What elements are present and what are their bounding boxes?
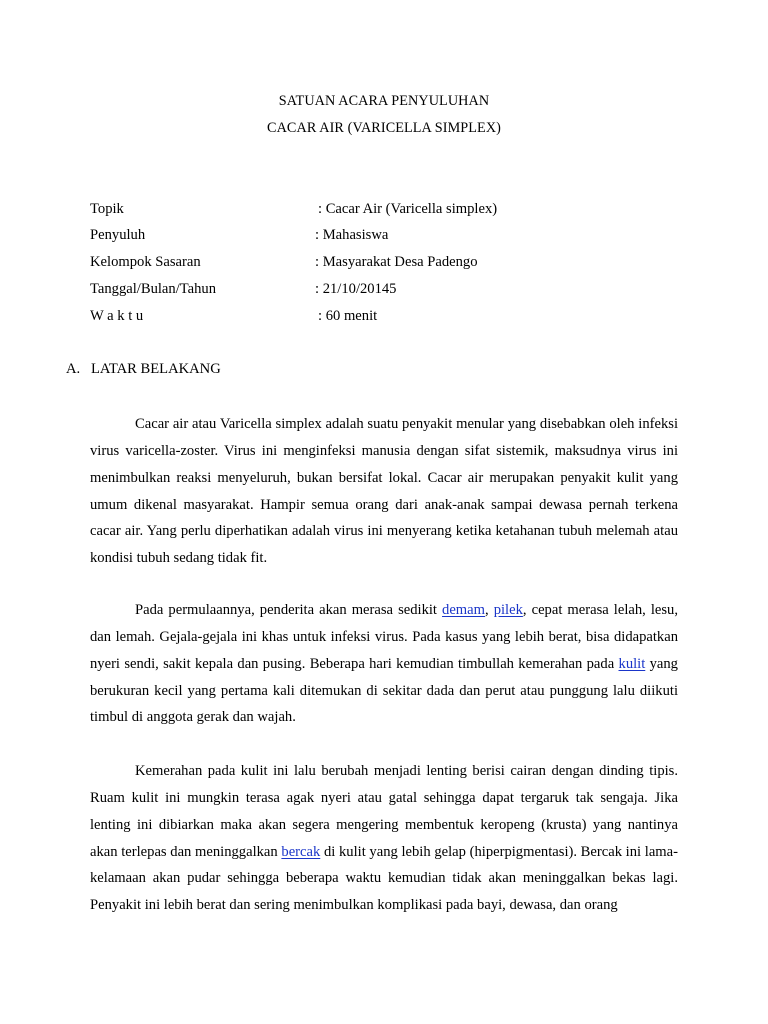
meta-row-kelompok-sasaran xyxy=(0,254,768,272)
meta-label-topik: Topik xyxy=(90,201,124,217)
section-heading-text: LATAR BELAKANG xyxy=(91,361,221,377)
section-letter: A. xyxy=(66,361,81,377)
paragraph-2-text-3: , cepat merasa lelah, lesu, dan lemah. Gejala-gejala ini khas untuk infeksi virus. Pada kasus yang lebih berat, bisa didapatkan nyeri sendi, sakit kepala dan pusing. Beberapa hari kemudian timbullah kemerahan pada xyxy=(90,602,678,672)
meta-label-waktu: W a k t u xyxy=(90,308,144,324)
link-bercak[interactable]: bercak xyxy=(281,843,321,860)
meta-value-topik: : Cacar Air (Varicella simplex) xyxy=(318,201,498,217)
meta-value-waktu: : 60 menit xyxy=(318,308,378,324)
meta-row-waktu xyxy=(0,308,768,326)
meta-label-tanggal: Tanggal/Bulan/Tahun xyxy=(90,281,217,297)
paragraph-3-text-2: di kulit yang lebih gelap (hiperpigmentasi). Bercak ini lama-kelamaan akan pudar sehingga beberapa waktu kemudian tidak akan meninggalkan bekas lagi. Penyakit ini lebih berat dan sering menimbulkan komplikasi pada bayi, dewasa, dan orang xyxy=(90,843,678,914)
link-demam[interactable]: demam xyxy=(442,602,485,618)
meta-value-penyuluh: : Mahasiswa xyxy=(315,227,389,243)
paragraph-1: Cacar air atau Varicella simplex adalah suatu penyakit menular yang disebabkan oleh infeksi virus varicella-zoster. Virus ini menginfeksi manusia dengan sifat sistemik, maksudnya virus ini menimbulkan reaksi menyeluruh, bukan bersifat lokal. Cacar air merupakan penyakit kulit yang umum dikenal masyarakat. Hampir semua orang dari anak-anak sampai dewasa pernah terkena cacar air. Yang perlu diperhatikan adalah virus ini menyerang ketika ketahanan tubuh melemah atau kondisi tubuh sedang tidak fit. xyxy=(90,416,678,567)
paragraph-2-text-1: Pada permulaannya, penderita akan merasa sedikit xyxy=(135,602,443,618)
meta-row-penyuluh xyxy=(0,227,768,245)
paragraph-2 xyxy=(90,597,678,731)
meta-label-penyuluh: Penyuluh xyxy=(90,227,146,243)
meta-value-kelompok-sasaran: : Masyarakat Desa Padengo xyxy=(315,254,478,270)
meta-label-kelompok-sasaran: Kelompok Sasaran xyxy=(90,254,201,270)
link-pilek[interactable]: pilek xyxy=(493,602,523,618)
document-title-line2: CACAR AIR (VARICELLA SIMPLEX) xyxy=(267,120,501,136)
meta-row-topik xyxy=(0,201,768,219)
paragraph-3-text-1: Kemerahan pada kulit ini lalu berubah menjadi lenting berisi cairan dengan dinding tipis. Ruam kulit ini mungkin terasa agak nyeri atau gatal sehingga dapat tergaruk tak sengaja. Jika lenting ini dibiarkan maka akan segera mengering membentuk keropeng (krusta) yang nantinya akan terlepas dan meninggalkan xyxy=(90,763,678,860)
meta-value-tanggal: : 21/10/20145 xyxy=(315,281,397,297)
meta-row-tanggal xyxy=(0,281,768,299)
link-kulit[interactable]: kulit xyxy=(618,655,646,672)
document-title-line1: SATUAN ACARA PENYULUHAN xyxy=(278,93,490,109)
paragraph-2-text-2: , xyxy=(485,602,494,618)
paragraph-2-text-4: yang berukuran kecil yang pertama kali ditemukan di sekitar dada dan perut atau punggung lalu diikuti timbul di anggota gerak dan wajah. xyxy=(90,655,678,726)
paragraph-3 xyxy=(90,758,678,919)
